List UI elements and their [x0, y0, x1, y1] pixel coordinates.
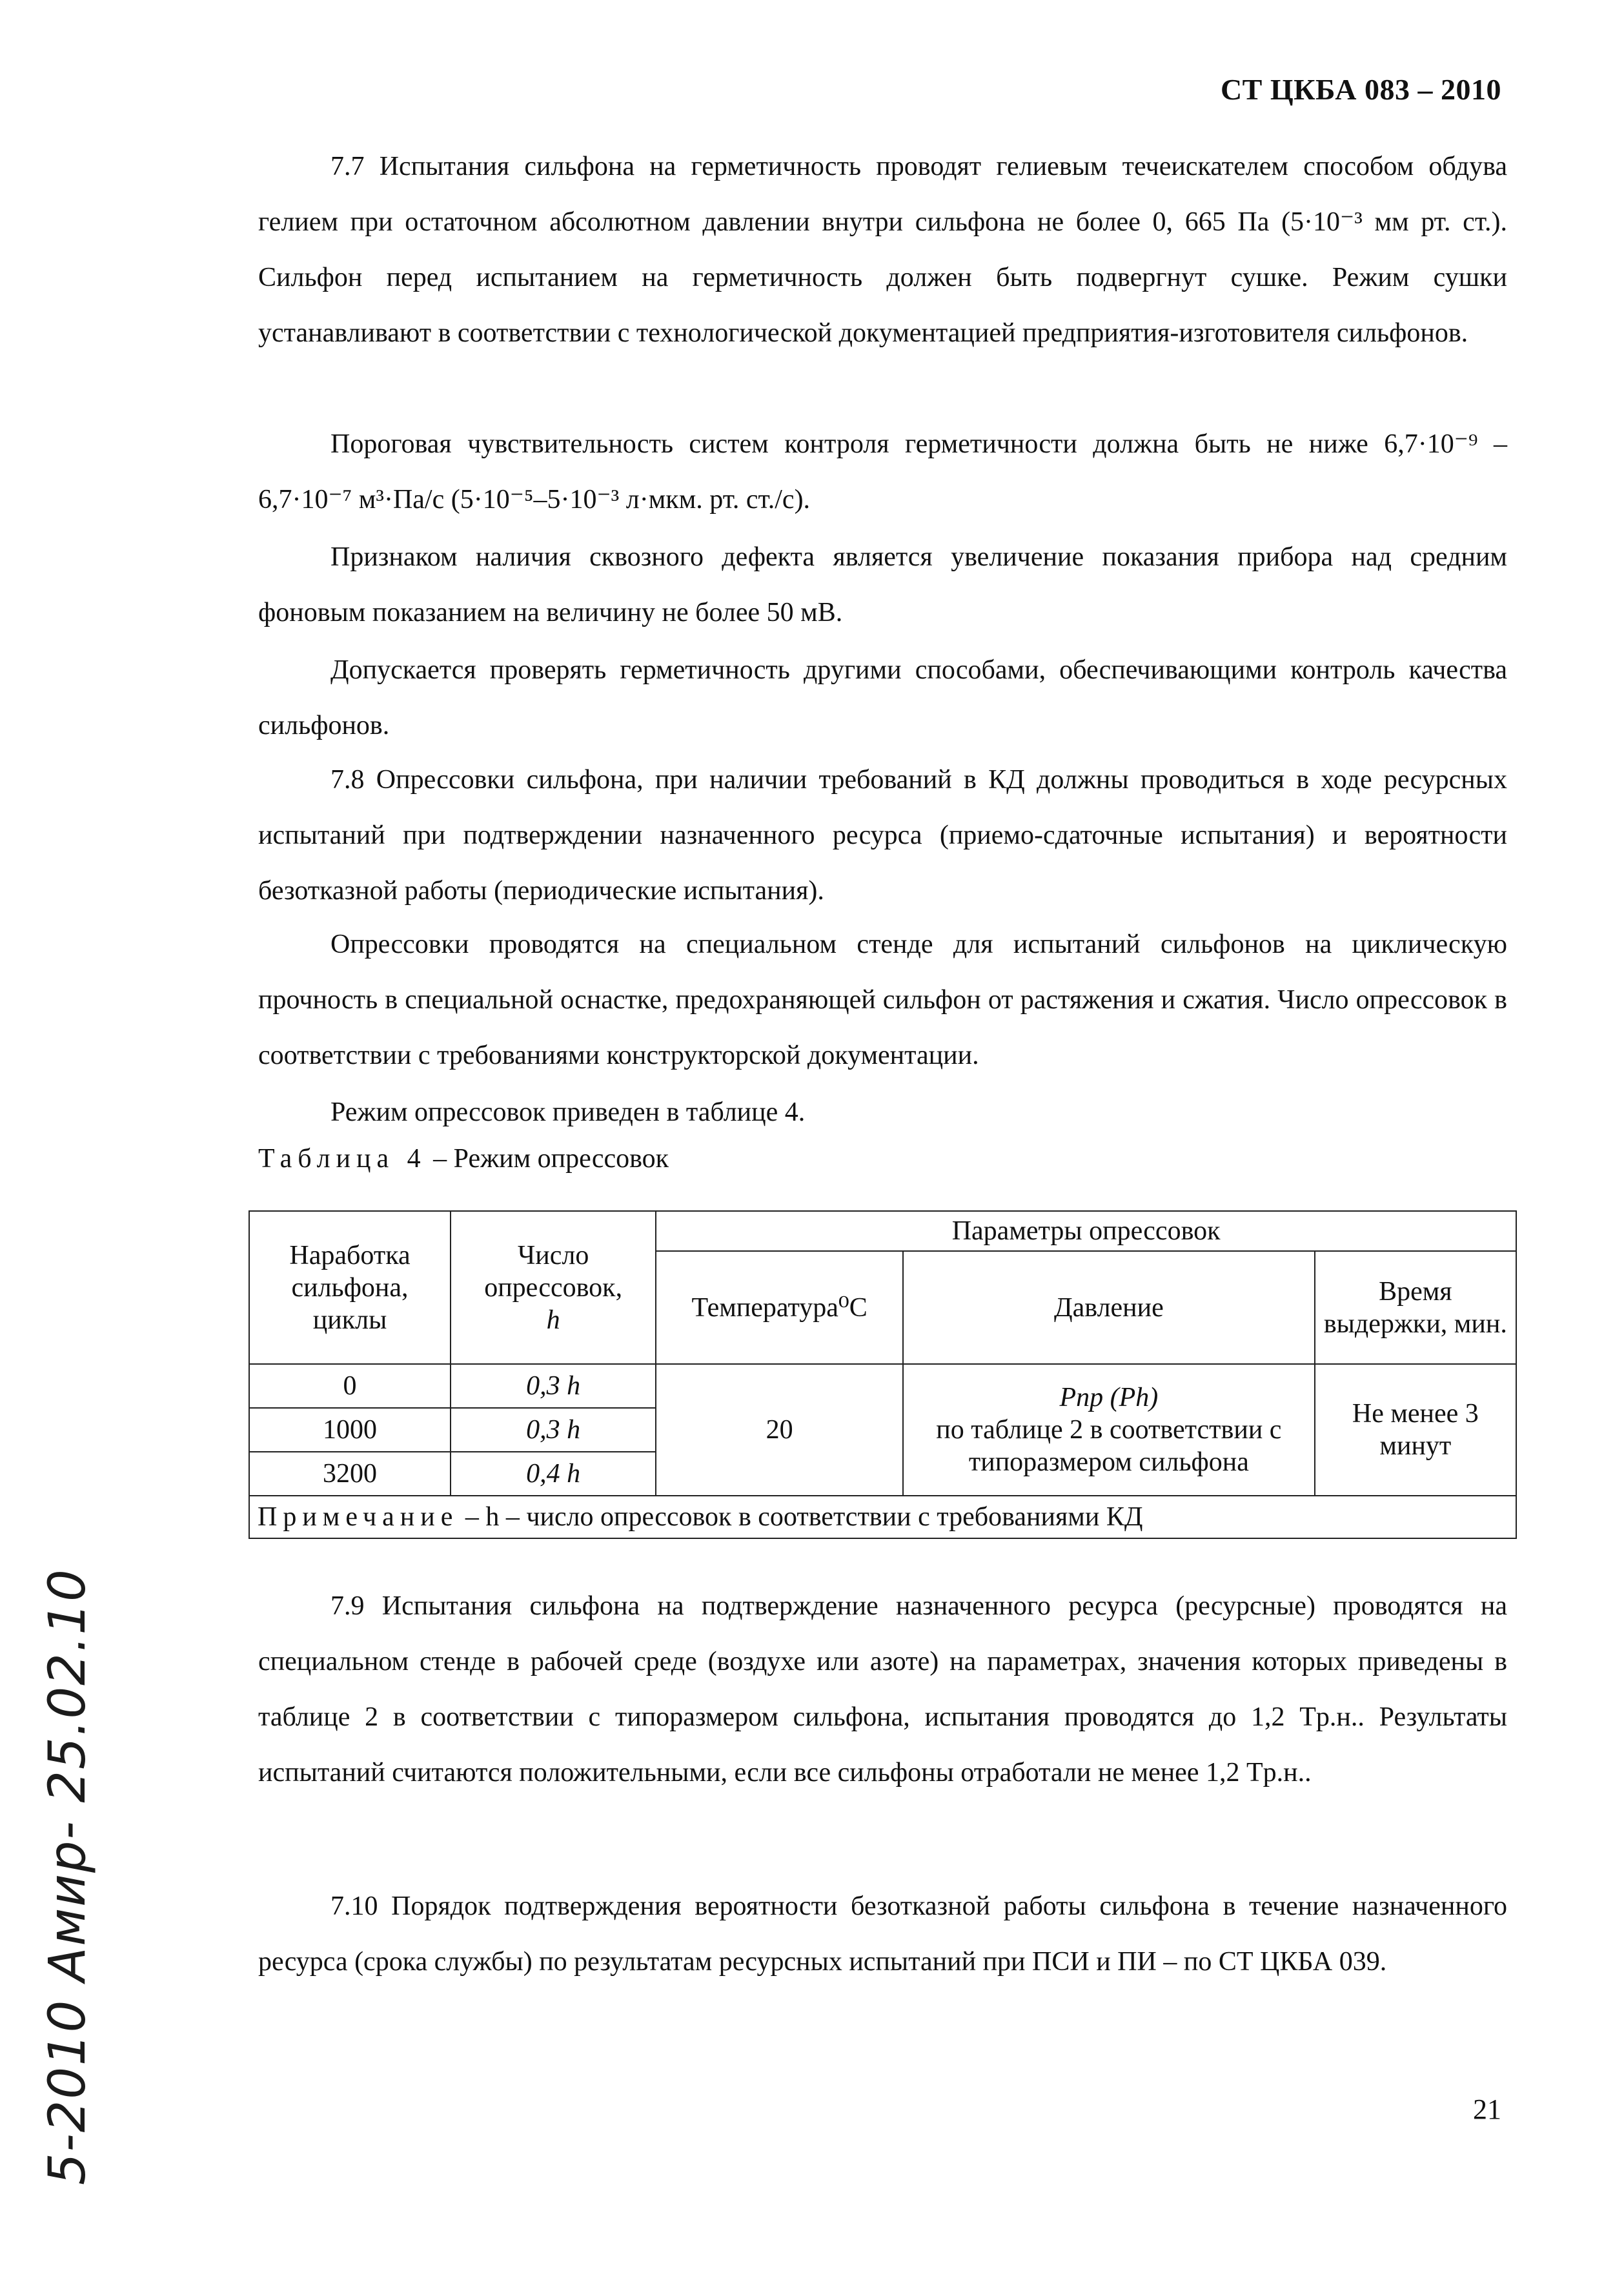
paragraph-sensitivity: Пороговая чувствительность систем контроля герметичности должна быть не ниже 6,7·10⁻⁹ – 6,7·10⁻⁷ м³·Па/с (5·10⁻⁵–5·10⁻³ л·мкм. рт. ст./с).	[258, 429, 1507, 514]
paragraph-defect-sign: Признаком наличия сквозного дефекта является увеличение показания прибора над средним фоновым показанием на величину не более 50 мВ.	[258, 542, 1507, 627]
document-code: СТ ЦКБА 083 – 2010	[1220, 73, 1501, 106]
paragraph-7-8: 7.8 Опрессовки сильфона, при наличии требований в КД должны проводиться в ходе ресурсных испытаний при подтверждении назначенного ресурса (приемо-сдаточные испытания) и вероятности безотказной работы (периодические испытания).	[258, 765, 1507, 906]
header-temperature: Температура⁰С	[656, 1251, 903, 1364]
paragraph-7-10: 7.10 Порядок подтверждения вероятности безотказной работы сильфона в течение назначенного ресурса (срока службы) по результатам ресурсных испытаний при ПСИ и ПИ – по СТ ЦКБА 039.	[258, 1891, 1507, 1977]
pressure-text: по таблице 2 в соответствии с типоразмером сильфона	[936, 1415, 1282, 1477]
handwritten-registration-stamp: 5-2010 Амир- 25.02.10	[39, 1568, 97, 2185]
cell-cycles: 1000	[249, 1408, 451, 1452]
pressure-symbol: Pпр (Ph)	[1059, 1383, 1159, 1412]
header-parameters-group: Параметры опрессовок	[656, 1211, 1516, 1251]
cell-press-count: 0,3 h	[451, 1408, 656, 1452]
cell-cycles: 3200	[249, 1452, 451, 1496]
header-press-count-symbol: h	[546, 1305, 560, 1335]
cell-cycles: 0	[249, 1364, 451, 1408]
paragraph-7-9: 7.9 Испытания сильфона на подтверждение назначенного ресурса (ресурсные) проводятся на специальном стенде в рабочей среде (воздухе или азоте) на параметрах, значения которых приведены в таблице 2 в соответствии с типоразмером сильфона, испытания проводятся до 1,2 Tр.н.. Результаты испытаний считаются положительными, если все сильфоны отработали не менее 1,2 Tр.н..	[258, 1591, 1507, 1787]
paragraph-pressing-stand: Опрессовки проводятся на специальном стенде для испытаний сильфонов на циклическую прочность в специальной оснастке, предохраняющей сильфон от растяжения и сжатия. Число опрессовок в соответствии с требованиями конструкторской документации.	[258, 930, 1507, 1070]
header-press-count	[451, 1211, 656, 1364]
cell-press-count: 0,4 h	[451, 1452, 656, 1496]
header-press-count-label: Число опрессовок,	[484, 1240, 623, 1303]
cell-pressure	[903, 1364, 1315, 1496]
cell-press-count: 0,3 h	[451, 1364, 656, 1408]
header-cycles: Наработка сильфона, циклы	[249, 1211, 451, 1364]
cell-hold-time: Не менее 3 минут	[1315, 1364, 1516, 1496]
table-caption	[258, 1139, 669, 1178]
paragraph-other-methods: Допускается проверять герметичность другими способами, обеспечивающими контроль качества сильфонов.	[258, 655, 1507, 740]
table-note	[249, 1496, 1516, 1538]
header-hold-time: Время выдержки, мин.	[1315, 1251, 1516, 1364]
table-caption-label: Таблица 4	[258, 1144, 427, 1174]
page-number: 21	[1473, 2093, 1501, 2125]
table-caption-text: – Режим опрессовок	[426, 1144, 669, 1174]
header-pressure: Давление	[903, 1251, 1315, 1364]
table-note-text: – h – число опрессовок в соответствии с требованиями КД	[458, 1502, 1143, 1532]
table-note-label: Примечание	[258, 1502, 459, 1532]
paragraph-7-7: 7.7 Испытания сильфона на герметичность проводят гелиевым течеискателем способом обдува гелием при остаточном абсолютном давлении внутри сильфона не более 0, 665 Па (5·10⁻³ мм рт. ст.). Сильфон перед испытанием на герметичность должен быть подвергнут сушке. Режим сушки устанавливают в соответствии с технологической документацией предприятия-изготовителя сильфонов.	[258, 152, 1507, 348]
pressing-regime-table	[249, 1210, 1517, 1539]
paragraph-table-ref: Режим опрессовок приведен в таблице 4.	[330, 1097, 806, 1127]
cell-temperature: 20	[656, 1364, 903, 1496]
